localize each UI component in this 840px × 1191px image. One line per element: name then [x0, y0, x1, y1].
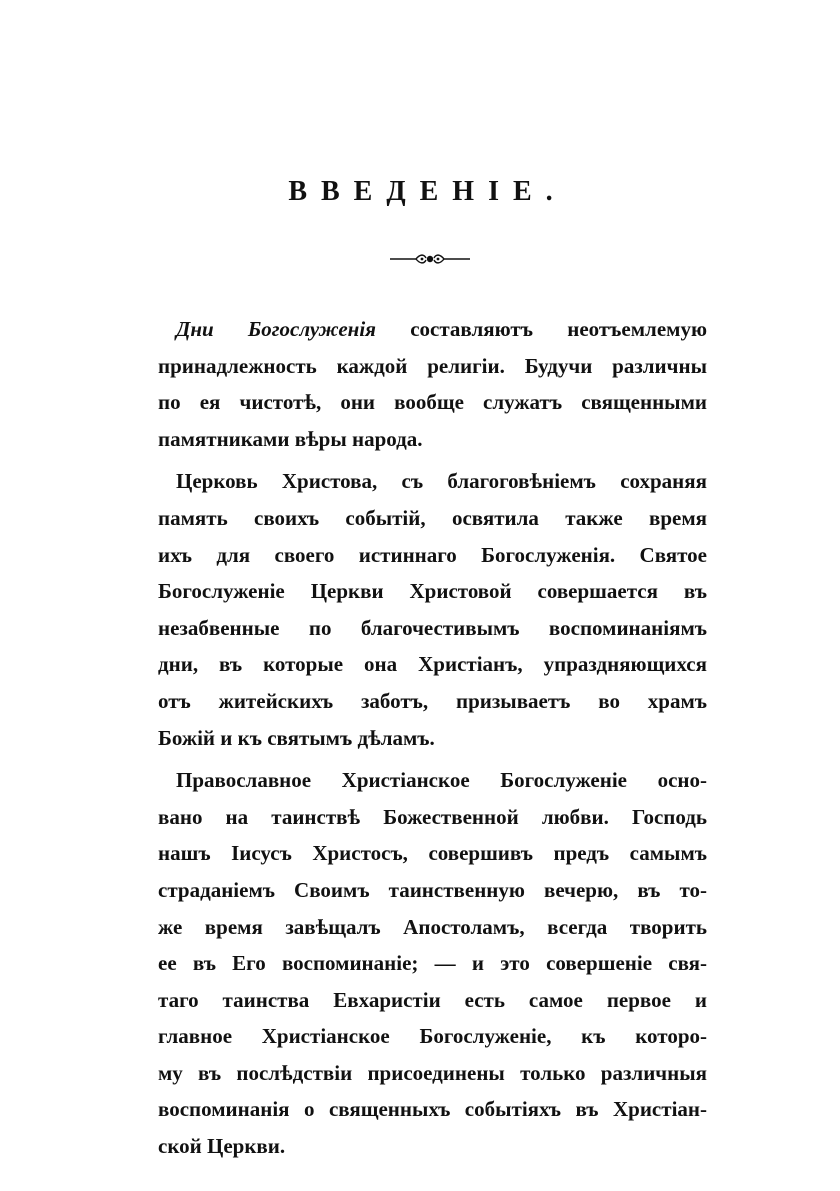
paragraph [158, 762, 707, 1165]
text-line: же время завѣщалъ Апостоламъ, всегда творить [158, 914, 707, 939]
chapter-heading: ВВЕДЕНІЕ. [288, 176, 567, 207]
text-line: по ея чистотѣ, они вообще служатъ священными [158, 390, 707, 415]
text-line: памятниками вѣры народа. [158, 426, 423, 451]
text-line: нашъ Іисусъ Христосъ, совершивъ предъ самымъ [158, 841, 707, 866]
text-line: отъ житейскихъ заботъ, призываетъ во храмъ [158, 688, 707, 713]
italic-term: Дни Богослуженія [176, 317, 376, 341]
text-line: Дни Богослуженія составляютъ неотъемлемую [176, 317, 707, 341]
ornamental-divider-icon [388, 252, 472, 271]
body-text [158, 311, 707, 1165]
text-line: незабвенные по благочестивымъ воспоминаніямъ [158, 615, 707, 640]
text-line: дни, въ которые она Христіанъ, упраздняющихся [158, 652, 707, 677]
text-line: принадлежность каждой религіи. Будучи различны [158, 353, 707, 378]
text-line: страданіемъ Своимъ таинственную вечерю, въ то- [158, 877, 707, 902]
text-line: Церковь Христова, съ благоговѣніемъ сохраняя [176, 469, 707, 494]
text-line: воспоминанія о священныхъ событіяхъ въ Христіан- [158, 1097, 707, 1122]
text-line: главное Христіанское Богослуженіе, къ которо- [158, 1024, 707, 1049]
text-line: таго таинства Евхаристіи есть самое первое и [158, 987, 707, 1012]
text-line: память своихъ событій, освятила также время [158, 505, 707, 530]
paragraph [158, 311, 707, 457]
text-line: Божій и къ святымъ дѣламъ. [158, 725, 435, 750]
text-line: ихъ для своего истиннаго Богослуженія. Святое [158, 542, 707, 567]
text-line: вано на таинствѣ Божественной любви. Господь [158, 804, 707, 829]
text-line: ее въ Его воспоминаніе; — и это совершеніе свя- [158, 951, 707, 976]
text-line: Православное Христіанское Богослуженіе осно- [176, 768, 707, 793]
text-line: ской Церкви. [158, 1134, 286, 1159]
paragraph [158, 463, 707, 756]
text-line: му въ послѣдствіи присоединены только различныя [158, 1060, 707, 1085]
text-line: Богослуженіе Церкви Христовой совершается въ [158, 579, 707, 604]
